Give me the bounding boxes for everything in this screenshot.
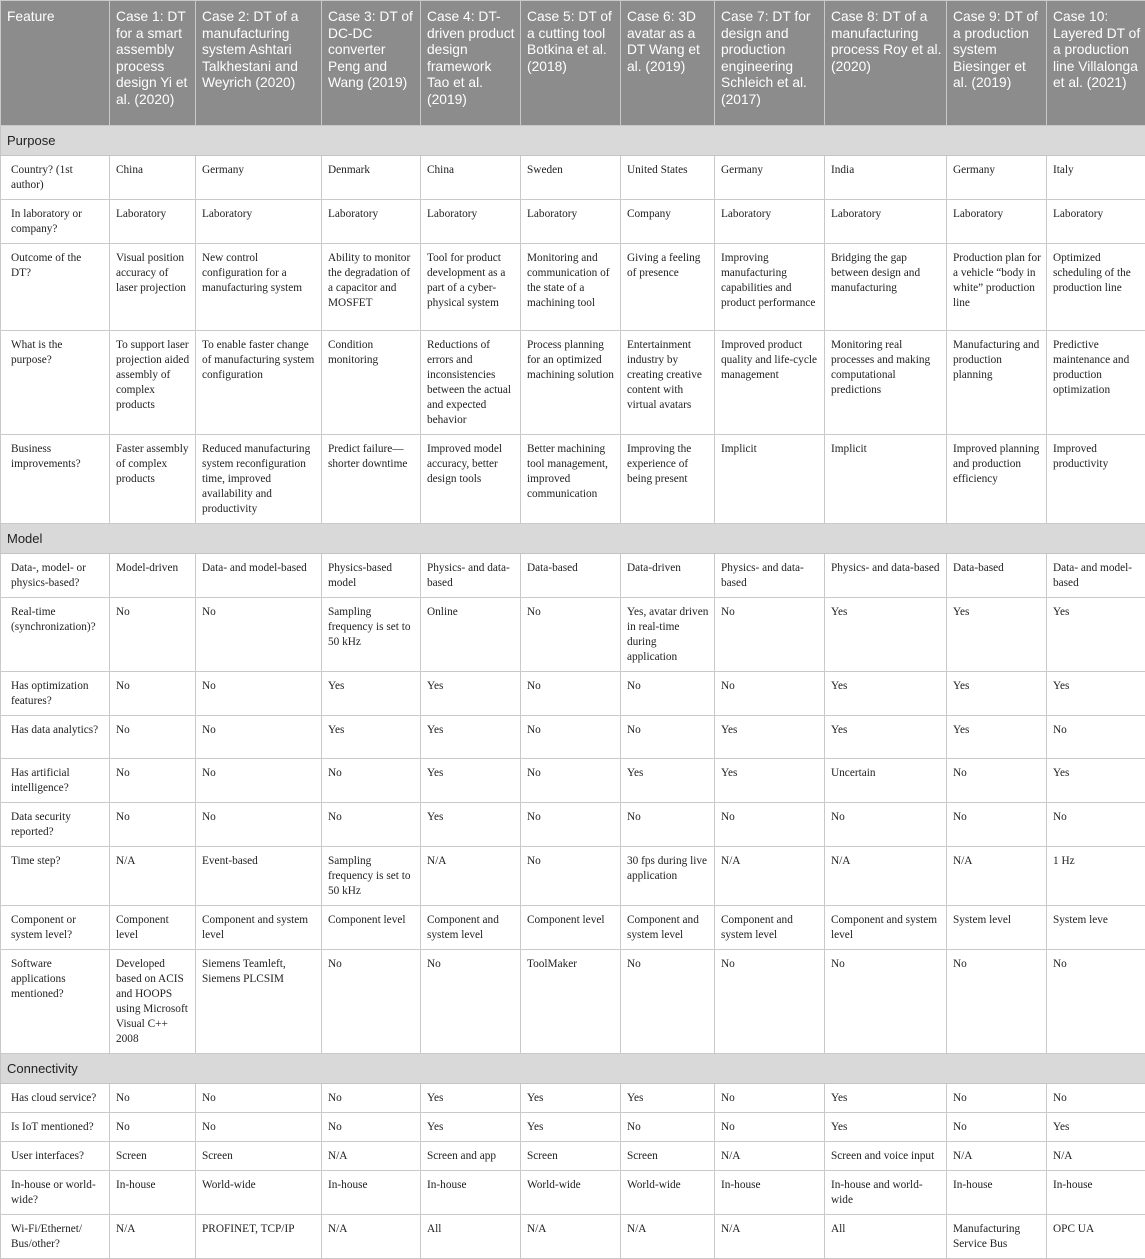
value-cell: Screen — [196, 1142, 322, 1171]
value-cell: Yes — [421, 1113, 521, 1142]
value-cell: N/A — [1047, 1142, 1145, 1171]
value-cell: Yes — [322, 672, 421, 716]
value-cell: Manufacturing and production planning — [947, 331, 1047, 435]
value-cell: Laboratory — [196, 200, 322, 244]
feature-cell: Software applications mentioned? — [1, 950, 110, 1054]
value-cell: OPC UA — [1047, 1215, 1145, 1259]
value-cell: No — [196, 1084, 322, 1113]
header-row — [1, 1, 1145, 126]
value-cell: No — [521, 716, 621, 759]
feature-cell: Business improvements? — [1, 435, 110, 524]
table-row — [1, 435, 1145, 524]
table-row — [1, 950, 1145, 1054]
table-row — [1, 200, 1145, 244]
value-cell: Laboratory — [521, 200, 621, 244]
value-cell: Yes — [947, 598, 1047, 672]
table-row — [1, 759, 1145, 803]
value-cell: N/A — [521, 1215, 621, 1259]
feature-cell: Has artificial intelligence? — [1, 759, 110, 803]
value-cell: No — [322, 1084, 421, 1113]
value-cell: No — [196, 759, 322, 803]
section-title: Model — [1, 524, 1145, 554]
value-cell: No — [421, 950, 521, 1054]
value-cell: PROFINET, TCP/IP — [196, 1215, 322, 1259]
value-cell: Physics- and data-based — [825, 554, 947, 598]
value-cell: Yes — [621, 1084, 715, 1113]
value-cell: India — [825, 156, 947, 200]
value-cell: Improving manufacturing capabilities and product performance — [715, 244, 825, 331]
value-cell: No — [521, 672, 621, 716]
value-cell: Component level — [322, 906, 421, 950]
value-cell: Component level — [110, 906, 196, 950]
column-header-case-10: Case 10: Layered DT of a production line Villalonga et al. (2021) — [1047, 1, 1145, 126]
value-cell: Implicit — [825, 435, 947, 524]
value-cell: Improving the experience of being present — [621, 435, 715, 524]
value-cell: Screen and app — [421, 1142, 521, 1171]
value-cell: No — [947, 1113, 1047, 1142]
section-row — [1, 1054, 1145, 1084]
column-header-case-7: Case 7: DT for design and production engineering Schleich et al. (2017) — [715, 1, 825, 126]
value-cell: Yes — [715, 759, 825, 803]
feature-cell: Time step? — [1, 847, 110, 906]
value-cell: No — [322, 759, 421, 803]
value-cell: Yes — [1047, 672, 1145, 716]
value-cell: In-house — [1047, 1171, 1145, 1215]
value-cell: No — [196, 1113, 322, 1142]
value-cell: New control configuration for a manufacturing system — [196, 244, 322, 331]
value-cell: Component and system level — [621, 906, 715, 950]
value-cell: Data-based — [947, 554, 1047, 598]
feature-cell: Has cloud service? — [1, 1084, 110, 1113]
value-cell: No — [621, 1113, 715, 1142]
value-cell: Laboratory — [322, 200, 421, 244]
value-cell: N/A — [715, 1142, 825, 1171]
value-cell: In-house — [715, 1171, 825, 1215]
value-cell: Yes — [421, 759, 521, 803]
value-cell: Component and system level — [196, 906, 322, 950]
value-cell: No — [521, 803, 621, 847]
value-cell: No — [1047, 803, 1145, 847]
feature-cell: In-house or world-wide? — [1, 1171, 110, 1215]
value-cell: Entertainment industry by creating creative content with virtual avatars — [621, 331, 715, 435]
table-row — [1, 906, 1145, 950]
value-cell: Company — [621, 200, 715, 244]
table-body — [1, 126, 1145, 1259]
value-cell: In-house — [322, 1171, 421, 1215]
value-cell: No — [621, 950, 715, 1054]
value-cell: Component and system level — [825, 906, 947, 950]
value-cell: N/A — [322, 1215, 421, 1259]
value-cell: No — [322, 1113, 421, 1142]
value-cell: N/A — [825, 847, 947, 906]
value-cell: Yes — [322, 716, 421, 759]
value-cell: No — [947, 1084, 1047, 1113]
value-cell: No — [947, 759, 1047, 803]
value-cell: Better machining tool management, improved communication — [521, 435, 621, 524]
value-cell: No — [947, 803, 1047, 847]
value-cell: No — [1047, 716, 1145, 759]
value-cell: No — [110, 1113, 196, 1142]
value-cell: China — [421, 156, 521, 200]
column-header-case-6: Case 6: 3D avatar as a DT Wang et al. (2019) — [621, 1, 715, 126]
value-cell: N/A — [110, 847, 196, 906]
value-cell: No — [110, 803, 196, 847]
value-cell: N/A — [715, 847, 825, 906]
value-cell: Screen — [110, 1142, 196, 1171]
value-cell: Yes — [1047, 1113, 1145, 1142]
value-cell: To support laser projection aided assembly of complex products — [110, 331, 196, 435]
value-cell: Data- and model-based — [1047, 554, 1145, 598]
column-header-case-1: Case 1: DT for a smart assembly process design Yi et al. (2020) — [110, 1, 196, 126]
section-title: Connectivity — [1, 1054, 1145, 1084]
value-cell: No — [621, 803, 715, 847]
value-cell: Giving a feeling of presence — [621, 244, 715, 331]
value-cell: No — [521, 759, 621, 803]
value-cell: Yes — [947, 672, 1047, 716]
value-cell: No — [196, 672, 322, 716]
feature-cell: What is the purpose? — [1, 331, 110, 435]
value-cell: Yes — [825, 716, 947, 759]
value-cell: No — [110, 759, 196, 803]
column-header-case-9: Case 9: DT of a production system Biesinger et al. (2019) — [947, 1, 1047, 126]
value-cell: To enable faster change of manufacturing system configuration — [196, 331, 322, 435]
value-cell: Reductions of errors and inconsistencies between the actual and expected behavior — [421, 331, 521, 435]
column-header-feature: Feature — [1, 1, 110, 126]
feature-cell: Real-time (synchronization)? — [1, 598, 110, 672]
value-cell: Laboratory — [110, 200, 196, 244]
value-cell: N/A — [947, 847, 1047, 906]
value-cell: Denmark — [322, 156, 421, 200]
value-cell: Germany — [196, 156, 322, 200]
value-cell: All — [421, 1215, 521, 1259]
value-cell: No — [947, 950, 1047, 1054]
value-cell: Yes — [825, 672, 947, 716]
value-cell: Component and system level — [715, 906, 825, 950]
value-cell: Tool for product development as a part of a cyber-physical system — [421, 244, 521, 331]
table-row — [1, 156, 1145, 200]
value-cell: System leve — [1047, 906, 1145, 950]
value-cell: 1 Hz — [1047, 847, 1145, 906]
value-cell: N/A — [421, 847, 521, 906]
value-cell: No — [1047, 1084, 1145, 1113]
value-cell: No — [1047, 950, 1145, 1054]
table-row — [1, 847, 1145, 906]
value-cell: Bridging the gap between design and manufacturing — [825, 244, 947, 331]
value-cell: In-house — [110, 1171, 196, 1215]
feature-cell: Outcome of the DT? — [1, 244, 110, 331]
value-cell: Component level — [521, 906, 621, 950]
value-cell: Faster assembly of complex products — [110, 435, 196, 524]
table-row — [1, 1142, 1145, 1171]
value-cell: Predictive maintenance and production optimization — [1047, 331, 1145, 435]
value-cell: Reduced manufacturing system reconfiguration time, improved availability and productivity — [196, 435, 322, 524]
value-cell: Improved product quality and life-cycle management — [715, 331, 825, 435]
value-cell: Yes — [421, 1084, 521, 1113]
value-cell: No — [110, 1084, 196, 1113]
value-cell: No — [715, 598, 825, 672]
value-cell: Ability to monitor the degradation of a capacitor and MOSFET — [322, 244, 421, 331]
value-cell: Yes — [825, 598, 947, 672]
table-row — [1, 716, 1145, 759]
table-row — [1, 554, 1145, 598]
value-cell: ToolMaker — [521, 950, 621, 1054]
value-cell: 30 fps during live application — [621, 847, 715, 906]
value-cell: In-house — [421, 1171, 521, 1215]
value-cell: N/A — [947, 1142, 1047, 1171]
value-cell: Sampling frequency is set to 50 kHz — [322, 598, 421, 672]
value-cell: Data- and model-based — [196, 554, 322, 598]
section-title: Purpose — [1, 126, 1145, 156]
value-cell: Laboratory — [1047, 200, 1145, 244]
value-cell: N/A — [715, 1215, 825, 1259]
value-cell: Data-based — [521, 554, 621, 598]
value-cell: In-house — [947, 1171, 1047, 1215]
value-cell: No — [322, 950, 421, 1054]
value-cell: No — [621, 716, 715, 759]
value-cell: Process planning for an optimized machining solution — [521, 331, 621, 435]
value-cell: Yes — [1047, 759, 1145, 803]
value-cell: Yes — [421, 803, 521, 847]
value-cell: Laboratory — [715, 200, 825, 244]
value-cell: Event-based — [196, 847, 322, 906]
value-cell: Screen — [621, 1142, 715, 1171]
value-cell: Yes — [825, 1084, 947, 1113]
section-row — [1, 524, 1145, 554]
value-cell: Sweden — [521, 156, 621, 200]
value-cell: Manufacturing Service Bus — [947, 1215, 1047, 1259]
feature-cell: Is IoT mentioned? — [1, 1113, 110, 1142]
value-cell: World-wide — [621, 1171, 715, 1215]
feature-cell: Has data analytics? — [1, 716, 110, 759]
value-cell: Yes — [715, 716, 825, 759]
value-cell: No — [715, 672, 825, 716]
table-row — [1, 803, 1145, 847]
value-cell: Model-driven — [110, 554, 196, 598]
value-cell: Predict failure—shorter downtime — [322, 435, 421, 524]
value-cell: World-wide — [196, 1171, 322, 1215]
value-cell: System level — [947, 906, 1047, 950]
value-cell: All — [825, 1215, 947, 1259]
value-cell: Yes — [421, 716, 521, 759]
feature-cell: Component or system level? — [1, 906, 110, 950]
value-cell: Germany — [715, 156, 825, 200]
value-cell: Improved productivity — [1047, 435, 1145, 524]
value-cell: No — [110, 672, 196, 716]
feature-cell: User interfaces? — [1, 1142, 110, 1171]
value-cell: No — [196, 716, 322, 759]
value-cell: Yes — [421, 672, 521, 716]
column-header-case-4: Case 4: DT-driven product design framework Tao et al. (2019) — [421, 1, 521, 126]
table-row — [1, 331, 1145, 435]
value-cell: No — [825, 803, 947, 847]
value-cell: Yes — [947, 716, 1047, 759]
value-cell: World-wide — [521, 1171, 621, 1215]
section-row — [1, 126, 1145, 156]
column-header-case-2: Case 2: DT of a manufacturing system Ashtari Talkhestani and Weyrich (2020) — [196, 1, 322, 126]
value-cell: Developed based on ACIS and HOOPS using Microsoft Visual C++ 2008 — [110, 950, 196, 1054]
value-cell: Laboratory — [825, 200, 947, 244]
value-cell: Yes, avatar driven in real-time during application — [621, 598, 715, 672]
value-cell: Physics- and data-based — [715, 554, 825, 598]
value-cell: No — [196, 598, 322, 672]
table-row — [1, 1113, 1145, 1142]
feature-cell: Wi-Fi/Ethernet/ Bus/other? — [1, 1215, 110, 1259]
value-cell: Visual position accuracy of laser projection — [110, 244, 196, 331]
value-cell: Yes — [621, 759, 715, 803]
value-cell: No — [825, 950, 947, 1054]
value-cell: N/A — [621, 1215, 715, 1259]
column-header-case-5: Case 5: DT of a cutting tool Botkina et al. (2018) — [521, 1, 621, 126]
value-cell: Production plan for a vehicle “body in white” production line — [947, 244, 1047, 331]
value-cell: No — [621, 672, 715, 716]
feature-cell: Data security reported? — [1, 803, 110, 847]
table-row — [1, 1215, 1145, 1259]
column-header-case-8: Case 8: DT of a manufacturing process Roy et al. (2020) — [825, 1, 947, 126]
value-cell: Condition monitoring — [322, 331, 421, 435]
value-cell: N/A — [110, 1215, 196, 1259]
value-cell: No — [322, 803, 421, 847]
value-cell: No — [715, 1084, 825, 1113]
value-cell: N/A — [322, 1142, 421, 1171]
feature-cell: Country? (1st author) — [1, 156, 110, 200]
table-row — [1, 598, 1145, 672]
value-cell: Component and system level — [421, 906, 521, 950]
column-header-case-3: Case 3: DT of DC-DC converter Peng and Wang (2019) — [322, 1, 421, 126]
value-cell: Online — [421, 598, 521, 672]
value-cell: Yes — [521, 1084, 621, 1113]
value-cell: China — [110, 156, 196, 200]
value-cell: No — [715, 1113, 825, 1142]
value-cell: No — [521, 847, 621, 906]
value-cell: Italy — [1047, 156, 1145, 200]
table-row — [1, 1084, 1145, 1113]
value-cell: Uncertain — [825, 759, 947, 803]
value-cell: No — [715, 803, 825, 847]
value-cell: Screen — [521, 1142, 621, 1171]
value-cell: Physics- and data-based — [421, 554, 521, 598]
value-cell: Sampling frequency is set to 50 kHz — [322, 847, 421, 906]
value-cell: In-house and world-wide — [825, 1171, 947, 1215]
value-cell: Screen and voice input — [825, 1142, 947, 1171]
table-row — [1, 1171, 1145, 1215]
value-cell: Physics-based model — [322, 554, 421, 598]
value-cell: Data-driven — [621, 554, 715, 598]
value-cell: No — [196, 803, 322, 847]
value-cell: Siemens Teamleft, Siemens PLCSIM — [196, 950, 322, 1054]
value-cell: Improved model accuracy, better design tools — [421, 435, 521, 524]
table-row — [1, 244, 1145, 331]
value-cell: United States — [621, 156, 715, 200]
feature-cell: Data-, model- or physics-based? — [1, 554, 110, 598]
value-cell: Laboratory — [421, 200, 521, 244]
value-cell: Implicit — [715, 435, 825, 524]
value-cell: No — [110, 598, 196, 672]
value-cell: Improved planning and production efficiency — [947, 435, 1047, 524]
value-cell: No — [715, 950, 825, 1054]
value-cell: Laboratory — [947, 200, 1047, 244]
value-cell: No — [521, 598, 621, 672]
value-cell: No — [110, 716, 196, 759]
value-cell: Yes — [1047, 598, 1145, 672]
table-row — [1, 672, 1145, 716]
value-cell: Monitoring and communication of the state of a machining tool — [521, 244, 621, 331]
value-cell: Monitoring real processes and making computational predictions — [825, 331, 947, 435]
value-cell: Yes — [825, 1113, 947, 1142]
value-cell: Germany — [947, 156, 1047, 200]
value-cell: Optimized scheduling of the production line — [1047, 244, 1145, 331]
feature-cell: In laboratory or company? — [1, 200, 110, 244]
value-cell: Yes — [521, 1113, 621, 1142]
feature-cell: Has optimization features? — [1, 672, 110, 716]
